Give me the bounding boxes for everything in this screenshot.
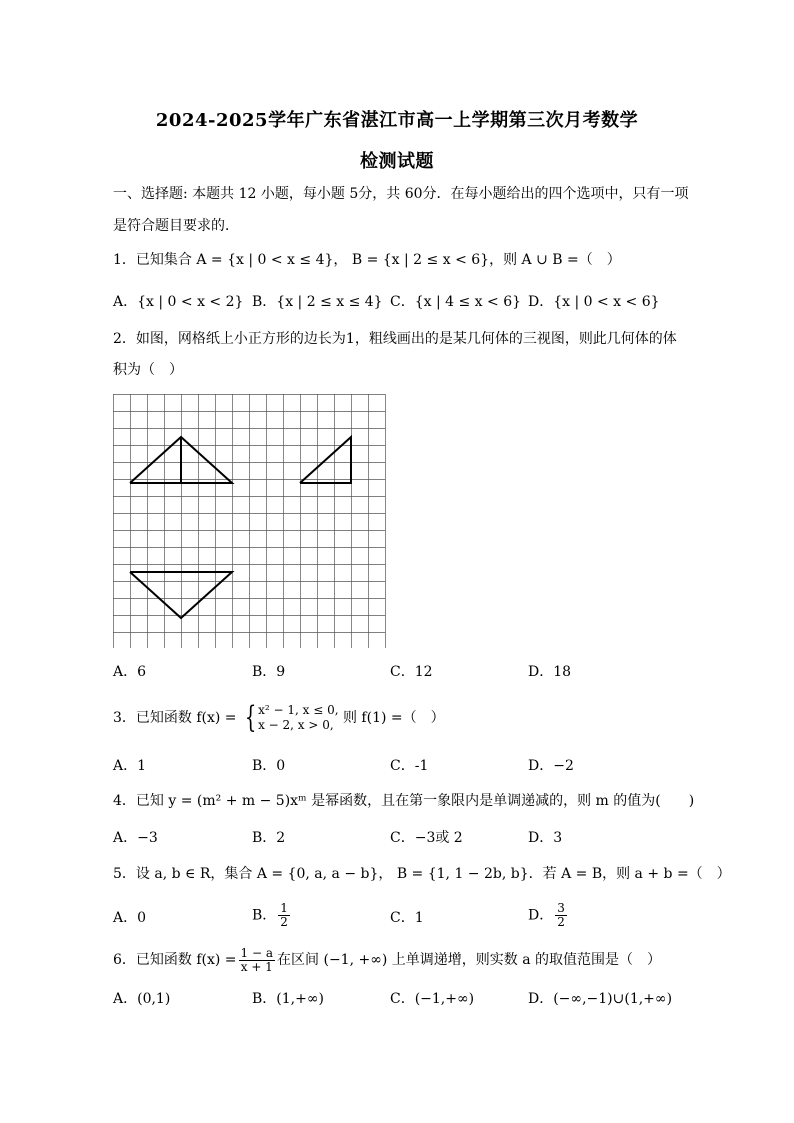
q2-option-a[interactable]: A．6 <box>113 664 147 680</box>
q1-option-a[interactable]: A．{x | 0 < x < 2} <box>113 294 244 310</box>
q2-option-b[interactable]: B．9 <box>252 664 286 680</box>
q1-stem: 1．已知集合 A = {x | 0 < x ≤ 4}， B = {x | 2 ≤ x < 6}，则 A ∪ B =（ ） <box>113 252 621 268</box>
q1-option-c[interactable]: C．{x | 4 ≤ x < 6} <box>390 294 522 310</box>
q5-option-b-fraction <box>278 902 290 929</box>
q1-options <box>113 292 713 314</box>
exam-title-line2: 检测试题 <box>360 151 434 172</box>
q3-suffix: 则 f(1) =（ ） <box>342 710 445 726</box>
q2-option-d[interactable]: D．18 <box>528 664 572 680</box>
q2-option-c[interactable]: C．12 <box>390 664 433 680</box>
q5-option-c[interactable]: C．1 <box>390 910 424 926</box>
q5-option-d-label: D． <box>528 907 554 924</box>
q5-option-d[interactable] <box>528 902 569 929</box>
q6-fraction <box>239 947 275 974</box>
q6-suffix: 在区间 (−1, +∞) 上单调递增，则实数 a 的取值范围是（ ） <box>277 952 662 968</box>
q4-options <box>113 828 713 850</box>
q6-stem <box>113 944 661 976</box>
q3-option-d[interactable]: D．−2 <box>528 758 574 774</box>
q5-d-denominator: 2 <box>557 915 565 929</box>
q1-option-b[interactable]: B．{x | 2 ≤ x ≤ 4} <box>252 294 383 310</box>
q1-option-d[interactable]: D．{x | 0 < x < 6} <box>528 294 660 310</box>
q3-options <box>113 756 713 778</box>
q3-piecewise <box>258 703 338 733</box>
q6-option-b[interactable]: B．(1,+∞) <box>252 991 324 1007</box>
q2-options <box>113 662 713 684</box>
q5-option-d-fraction <box>555 902 567 929</box>
q4-option-a[interactable]: A．−3 <box>113 830 158 846</box>
q3-option-b[interactable]: B．0 <box>252 758 286 774</box>
q4-option-d[interactable]: D．3 <box>528 830 563 846</box>
q6-option-c[interactable]: C．(−1,+∞) <box>390 991 475 1007</box>
q2-stem-line1: 2．如图，网格纸上小正方形的边长为1，粗线画出的是某几何体的三视图，则此几何体的体 <box>113 331 677 347</box>
q2-stem-line2: 积为（ ） <box>113 362 183 378</box>
q4-option-c[interactable]: C．−3或 2 <box>390 830 463 846</box>
side-view-triangle <box>300 437 351 483</box>
q3-case-1: x² − 1, x ≤ 0, <box>258 703 339 717</box>
q6-option-d[interactable]: D．(−∞,−1)∪(1,+∞) <box>528 991 673 1007</box>
q5-option-a[interactable]: A．0 <box>113 910 147 926</box>
grid-lines <box>113 394 386 648</box>
q6-options <box>113 989 713 1011</box>
q3-stem <box>113 698 445 738</box>
q5-d-numerator: 3 <box>557 901 565 915</box>
q3-case-2: x − 2, x > 0, <box>258 718 334 732</box>
piecewise-brace: { <box>244 700 257 735</box>
q6-denominator: x + 1 <box>240 959 273 974</box>
three-view-grid-figure <box>113 394 387 648</box>
q6-option-a[interactable]: A．(0,1) <box>113 991 171 1007</box>
q6-numerator: 1 − a <box>240 945 274 960</box>
q6-prefix: 6．已知函数 f(x) = <box>113 952 237 968</box>
q4-option-b[interactable]: B．2 <box>252 830 286 846</box>
q4-stem: 4．已知 y = (m² + m − 5)xᵐ 是幂函数，且在第一象限内是单调递减的，则 m 的值为( ) <box>113 793 695 809</box>
section-instructions-line1: 一、选择题: 本题共 12 小题，每小题 5分，共 60分．在每小题给出的四个选项中，只有一项 <box>113 186 689 202</box>
q3-option-c[interactable]: C．-1 <box>390 758 429 774</box>
q3-prefix: 3．已知函数 f(x) = <box>113 710 237 726</box>
q3-option-a[interactable]: A．1 <box>113 758 147 774</box>
q5-options <box>113 902 713 936</box>
q5-option-b-label: B． <box>252 907 277 924</box>
q5-stem: 5．设 a, b ∈ R，集合 A = {0, a, a − b}， B = {1, 1 − 2b, b}．若 A = B，则 a + b =（ ） <box>113 866 731 882</box>
q5-b-numerator: 1 <box>280 901 288 915</box>
q5-option-b[interactable] <box>252 902 292 929</box>
top-view-triangle <box>130 572 232 618</box>
exam-title-line1: 2024-2025学年广东省湛江市高一上学期第三次月考数学 <box>155 110 639 131</box>
q5-b-denominator: 2 <box>280 915 288 929</box>
section-instructions-line2: 是符合题目要求的． <box>113 218 239 234</box>
